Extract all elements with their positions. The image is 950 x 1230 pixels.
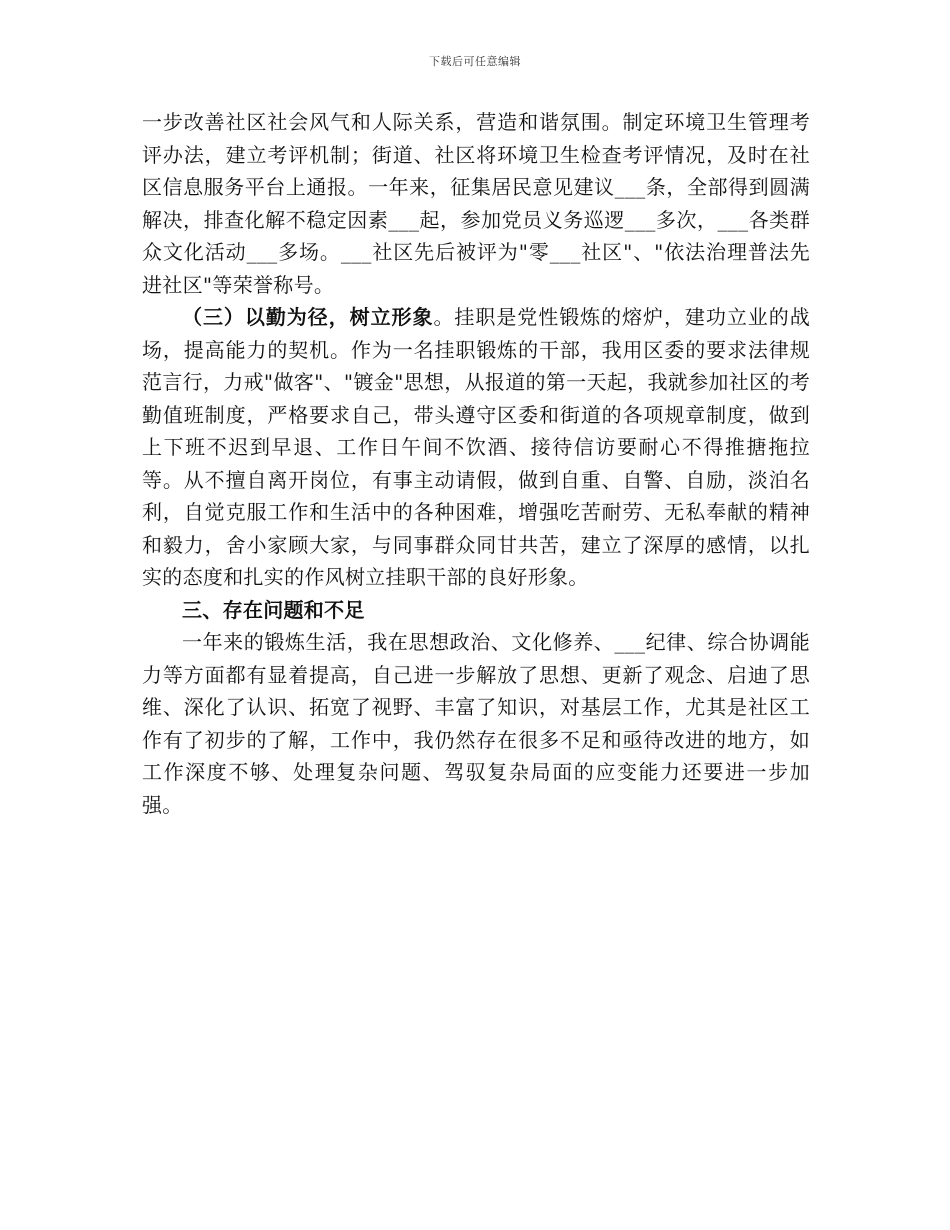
document-body — [142, 106, 810, 821]
section-3-heading: 三、存在问题和不足 — [182, 597, 365, 622]
paragraph-2-heading: （三）以勤为径，树立形象 — [182, 305, 434, 329]
paragraph-2-body: 。挂职是党性锻炼的熔炉，建功立业的战场，提高能力的契机。作为一名挂职锻炼的干部，我用区委的要求法律规范言行，力戒"做客"、"镀金"思想，从报道的第一天起，我就参加社区的考勤值班制度，严格要求自己，带头遵守区委和街道的各项规章制度，做到上下班不迟到早退、工作日午间不饮酒、接待信访要耐心不得推搪拖拉等。从不擅自离开岗位，有事主动请假，做到自重、自警、自励，淡泊名利，自觉克服工作和生活中的各种困难，增强吃苦耐劳、无私奉献的精神和毅力，舍小家顾大家，与同事群众同甘共苦，建立了深厚的感情，以扎实的态度和扎实的作风树立挂职干部的良好形象。 — [142, 305, 810, 589]
paragraph-3: 一年来的锻炼生活，我在思想政治、文化修养、___纪律、综合协调能力等方面都有显着提高，自己进一步解放了思想、更新了观念、启迪了思维、深化了认识、拓宽了视野、丰富了知识，对基层工作，尤其是社区工作有了初步的了解，工作中，我仍然存在很多不足和亟待改进的地方，如工作深度不够、处理复杂问题、驾驭复杂局面的应变能力还要进一步加强。 — [142, 630, 810, 817]
paragraph-1: 一步改善社区社会风气和人际关系，营造和谐氛围。制定环境卫生管理考评办法，建立考评机制；街道、社区将环境卫生检查考评情况，及时在社区信息服务平台上通报。一年来，征集居民意见建议___条，全部得到圆满解决，排查化解不稳定因素___起，参加党员义务巡逻___多次，___各类群众文化活动___多场。___社区先后被评为"零___社区"、"依法治理普法先进社区"等荣誉称号。 — [142, 110, 810, 297]
page-header: 下载后可任意编辑 — [429, 55, 521, 68]
paragraph-2 — [142, 301, 810, 594]
